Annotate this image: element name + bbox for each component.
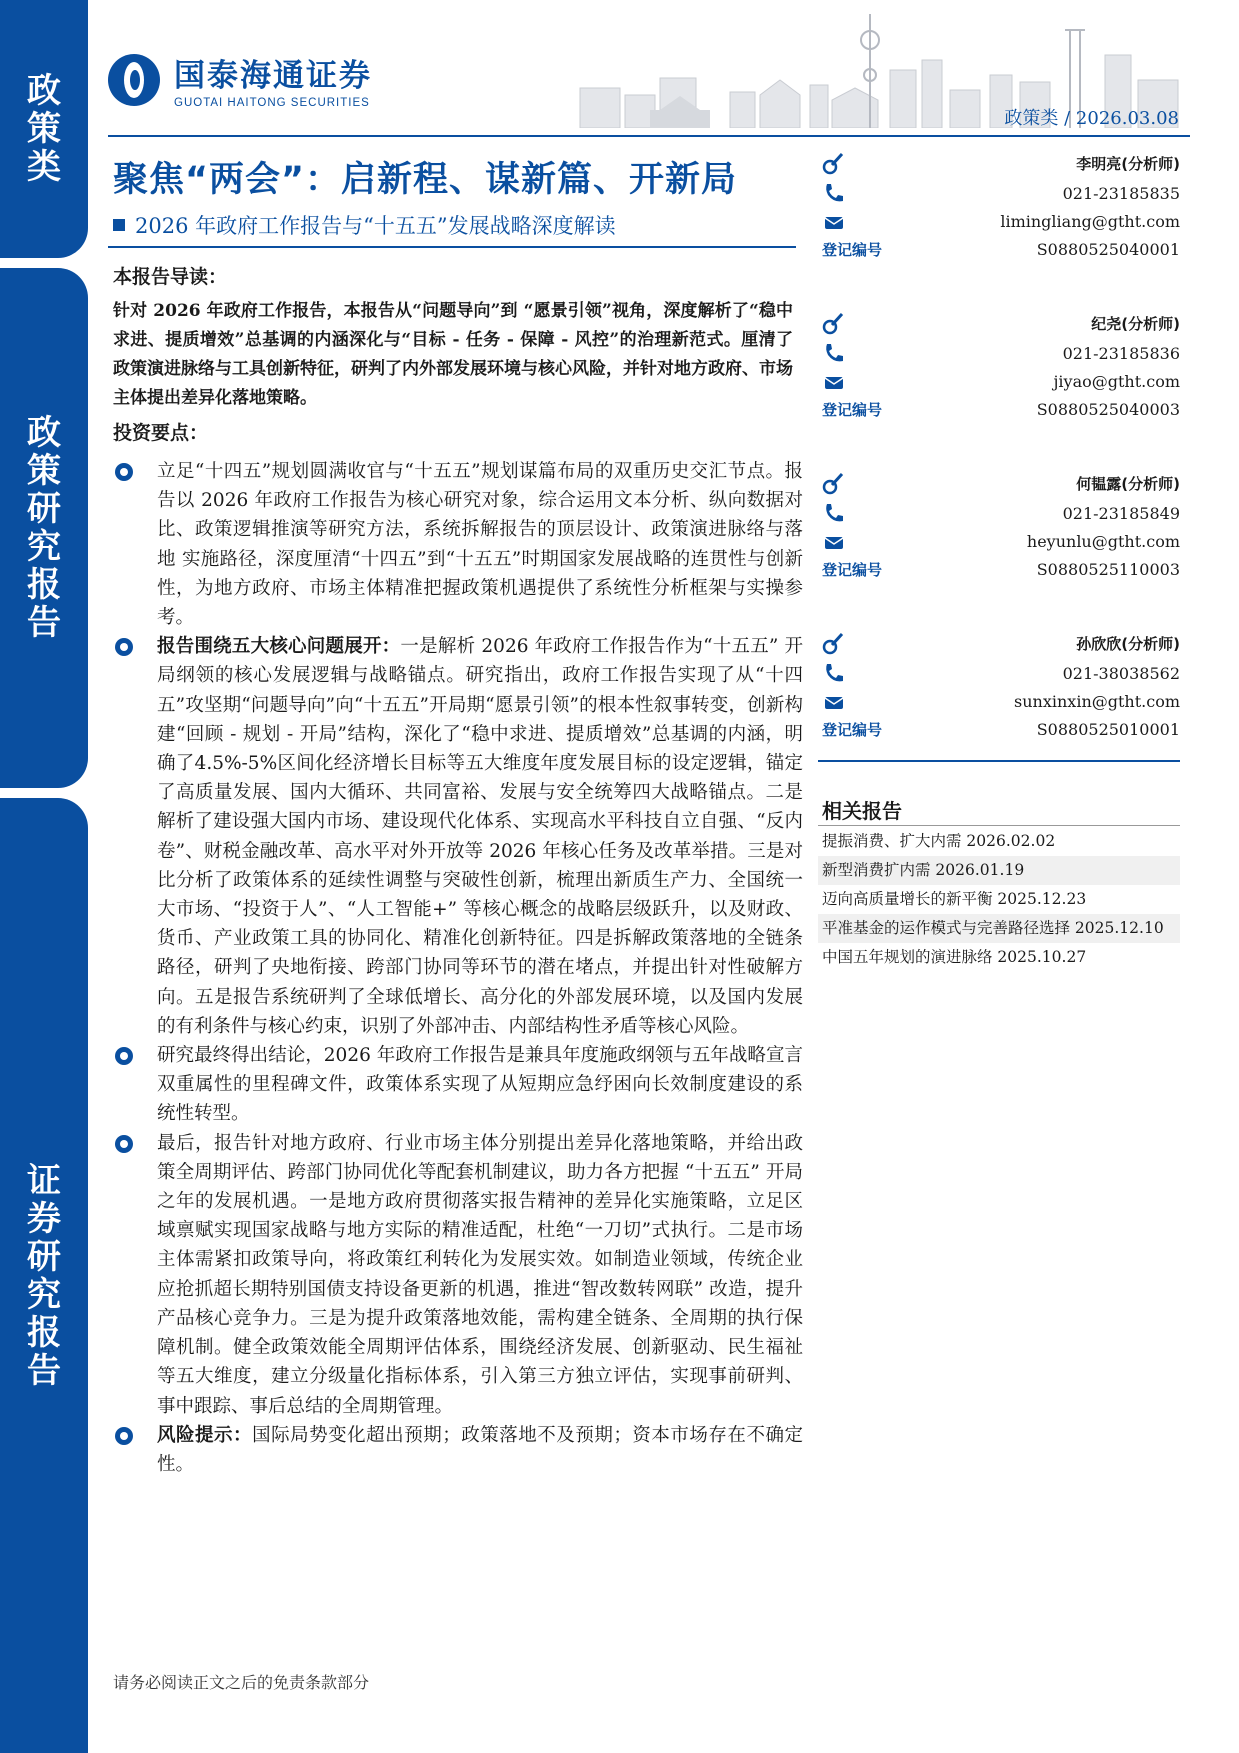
email-icon [822, 529, 846, 553]
analyst-list [822, 150, 1180, 790]
analyst-phone: 021-38038562 [1062, 663, 1180, 683]
sidebar-char: 报 [27, 565, 61, 605]
analyst-email[interactable]: limingliang@gtht.com [1000, 211, 1180, 231]
registration-label: 登记编号 [822, 240, 883, 259]
analyst-email[interactable]: heyunlu@gtht.com [1026, 531, 1180, 551]
intro-text: 针对 2026 年政府工作报告，本报告从“问题导向”到 “愿景引领”视角，深度解析了“稳中求进、提质增效”总基调的内涵深化与“目标 - 任务 - 保障 - 风控”的治理新范式。厘清了政策演进脉络与工具创新特征，研判了内外部发展环境与核心风险，并针对地方政府、市场主体提出差异化落地策略。 [113, 301, 793, 408]
analyst-name: 纪尧(分析师) [1091, 314, 1180, 333]
analyst-pen-icon [822, 311, 846, 335]
sidebar-char: 政 [27, 413, 61, 453]
related-divider [818, 825, 1180, 826]
report-title: 聚焦“两会”：启新程、谋新篇、开新局 [113, 160, 738, 200]
registration-number: S0880525010001 [1036, 719, 1180, 739]
phone-icon [822, 501, 846, 525]
sidebar-char: 策 [27, 109, 61, 149]
logo-icon [108, 54, 160, 106]
sidebar-char: 研 [27, 489, 61, 529]
key-point-text: 国际局势变化超出预期；政策落地不及预期；资本市场存在不确定性。 [157, 1424, 803, 1475]
circle-bullet-icon [115, 463, 133, 481]
registration-label: 登记编号 [822, 400, 883, 419]
key-point-text: 立足“十四五”规划圆满收官与“十五五”规划谋篇布局的双重历史交汇节点。报告以 2026 年政府工作报告为核心研究对象，综合运用文本分析、纵向数据对比、政策逻辑推演等研究方法，系统拆解报告的顶层设计、政策演进脉络与落地 实施路径，深度厘清“十四五”到“十五五”时期国家发展战略的连贯性与创新性，为地方政府、市场主体精准把握政策机遇提供了系统性分析框架与实操参考。 [157, 461, 803, 629]
related-reports-heading: 相关报告 [822, 799, 902, 823]
category-date: 政策类 / 2026.03.08 [1004, 108, 1179, 129]
circle-bullet-icon [115, 1427, 133, 1445]
circle-bullet-icon [115, 1047, 133, 1065]
analyst-name: 李明亮(分析师) [1076, 154, 1180, 173]
sidebar-char: 类 [27, 147, 61, 187]
related-report-item[interactable]: 迈向高质量增长的新平衡 2025.12.23 [818, 885, 1180, 914]
intro-heading: 本报告导读： [113, 266, 228, 288]
sidebar-category-tab [0, 0, 88, 258]
square-bullet-icon [113, 219, 125, 231]
disclaimer-note: 请务必阅读正文之后的免责条款部分 [113, 1673, 370, 1692]
subtitle-text: 2026 年政府工作报告与“十五五”发展战略深度解读 [135, 214, 616, 238]
registration-label: 登记编号 [822, 720, 883, 739]
registration-label: 登记编号 [822, 560, 883, 579]
analyst-email[interactable]: jiyao@gtht.com [1053, 371, 1180, 391]
key-point-item [113, 1041, 803, 1129]
key-point-text: 研究最终得出结论，2026 年政府工作报告是兼具年度施政纲领与五年战略宣言双重属性的里程碑文件，政策体系实现了从短期应急纾困向长效制度建设的系统性转型。 [157, 1045, 803, 1125]
analyst-card [822, 310, 1180, 470]
email-icon [822, 689, 846, 713]
key-point-lead: 风险提示： [157, 1424, 253, 1446]
analyst-card [822, 470, 1180, 630]
sidebar-char: 研 [27, 1236, 61, 1277]
related-report-item[interactable]: 平准基金的运作模式与完善路径选择 2025.12.10 [818, 914, 1180, 943]
analyst-card [822, 150, 1180, 310]
related-reports-list [818, 827, 1180, 972]
circle-bullet-icon [115, 1135, 133, 1153]
related-report-item[interactable]: 中国五年规划的演进脉络 2025.10.27 [818, 943, 1180, 972]
key-point-item [113, 1421, 803, 1479]
left-sidebar [0, 0, 88, 1753]
sidebar-char: 券 [27, 1198, 61, 1239]
analyst-pen-icon [822, 471, 846, 495]
analyst-pen-icon [822, 151, 846, 175]
sidebar-char: 报 [27, 1312, 61, 1353]
email-icon [822, 209, 846, 233]
sidebar-report-type-tab [0, 268, 88, 788]
report-subtitle [113, 210, 616, 240]
analyst-phone: 021-23185836 [1062, 343, 1180, 363]
sidebar-char: 告 [27, 603, 61, 643]
email-icon [822, 369, 846, 393]
analyst-divider [818, 760, 1180, 762]
subtitle-divider [108, 246, 796, 248]
related-report-item[interactable]: 提振消费、扩大内需 2026.02.02 [818, 827, 1180, 856]
registration-number: S0880525110003 [1036, 559, 1180, 579]
analyst-name: 何韫露(分析师) [1076, 474, 1180, 493]
phone-icon [822, 661, 846, 685]
phone-icon [822, 341, 846, 365]
related-report-item[interactable]: 新型消费扩内需 2026.01.19 [818, 856, 1180, 885]
circle-bullet-icon [115, 638, 133, 656]
sidebar-char: 究 [27, 1274, 61, 1315]
analyst-name: 孙欣欣(分析师) [1076, 634, 1180, 653]
analyst-pen-icon [822, 631, 846, 655]
key-point-text: 一是解析 2026 年政府工作报告作为“十五五” 开局纲领的核心发展逻辑与战略锚点。研究指出，政府工作报告实现了从“十四五”攻坚期“问题导向”向“十五五”开局期“愿景引领”的根本性叙事转变，创新构建“回顾 - 规划 - 开局”结构，深化了“稳中求进、提质增效”总基调的内涵，明确了4.5%-5%区间化经济增长目标等五大维度年度发展目标的设定逻辑，锚定了高质量发展、国内大循环、共同富裕、发展与安全统筹四大战略锚点。二是解析了建设强大国内市场、建设现代化体系、实现高水平科技自立自强、“反内卷”、财税金融改革、高水平对外开放等 2026 年核心任务及改革举措。三是对比分析了政策体系的延续性调整与突破性创新，梳理出新质生产力、全国统一大市场、“投资于人”、“人工智能+” 等核心概念的战略层级跃升，以及财政、货币、产业政策工具的协同化、精准化创新特征。四是拆解政策落地的全链条路径，研判了央地衔接、跨部门协同等环节的潜在堵点，并提出针对性破解方向。五是报告系统研判了全球低增长、高分化的外部发展环境，以及国内发展的有利条件与核心约束，识别了外部冲击、内部结构性矛盾等核心风险。 [157, 636, 803, 1037]
registration-number: S0880525040003 [1036, 399, 1180, 419]
analyst-phone: 021-23185849 [1062, 503, 1180, 523]
registration-number: S0880525040001 [1036, 239, 1180, 259]
sidebar-char: 告 [27, 1350, 61, 1391]
key-point-lead: 报告围绕五大核心问题展开： [157, 636, 401, 658]
logo-name-en: GUOTAI HAITONG SECURITIES [174, 97, 370, 109]
sidebar-char: 策 [27, 451, 61, 491]
key-point-item [113, 632, 803, 1041]
key-point-item [113, 457, 803, 632]
sidebar-securities-tab [0, 798, 88, 1753]
sidebar-char: 究 [27, 527, 61, 567]
sidebar-char: 政 [27, 71, 61, 111]
key-point-item [113, 1129, 803, 1421]
analyst-email[interactable]: sunxinxin@gtht.com [1014, 691, 1180, 711]
sidebar-char: 证 [27, 1160, 61, 1201]
analyst-card [822, 630, 1180, 790]
phone-icon [822, 181, 846, 205]
logo-name-cn: 国泰海通证券 [174, 58, 372, 94]
key-points-list [113, 457, 803, 1479]
analyst-phone: 021-23185835 [1062, 183, 1180, 203]
key-point-text: 最后，报告针对地方政府、行业市场主体分别提出差异化落地策略，并给出政策全周期评估、跨部门协同优化等配套机制建议，助力各方把握 “十五五” 开局之年的发展机遇。一是地方政府贯彻落实报告精神的差异化实施策略，立足区域禀赋实现国家战略与地方实际的精准适配，杜绝“一刀切”式执行。二是市场主体需紧扣政策导向，将政策红利转化为发展实效。如制造业领域，传统企业应抢抓超长期特别国债支持设备更新的机遇，推进“智改数转网联” 改造，提升产品核心竞争力。三是为提升政策落地效能，需构建全链条、全周期的执行保障机制。健全政策效能全周期评估体系，围绕经济发展、创新驱动、民生福祉等五大维度，建立分级量化指标体系，引入第三方独立评估，实现事前研判、事中跟踪、事后总结的全周期管理。 [157, 1132, 803, 1417]
key-points-heading: 投资要点： [113, 422, 209, 444]
company-logo [108, 50, 372, 109]
header-divider [108, 135, 1190, 137]
